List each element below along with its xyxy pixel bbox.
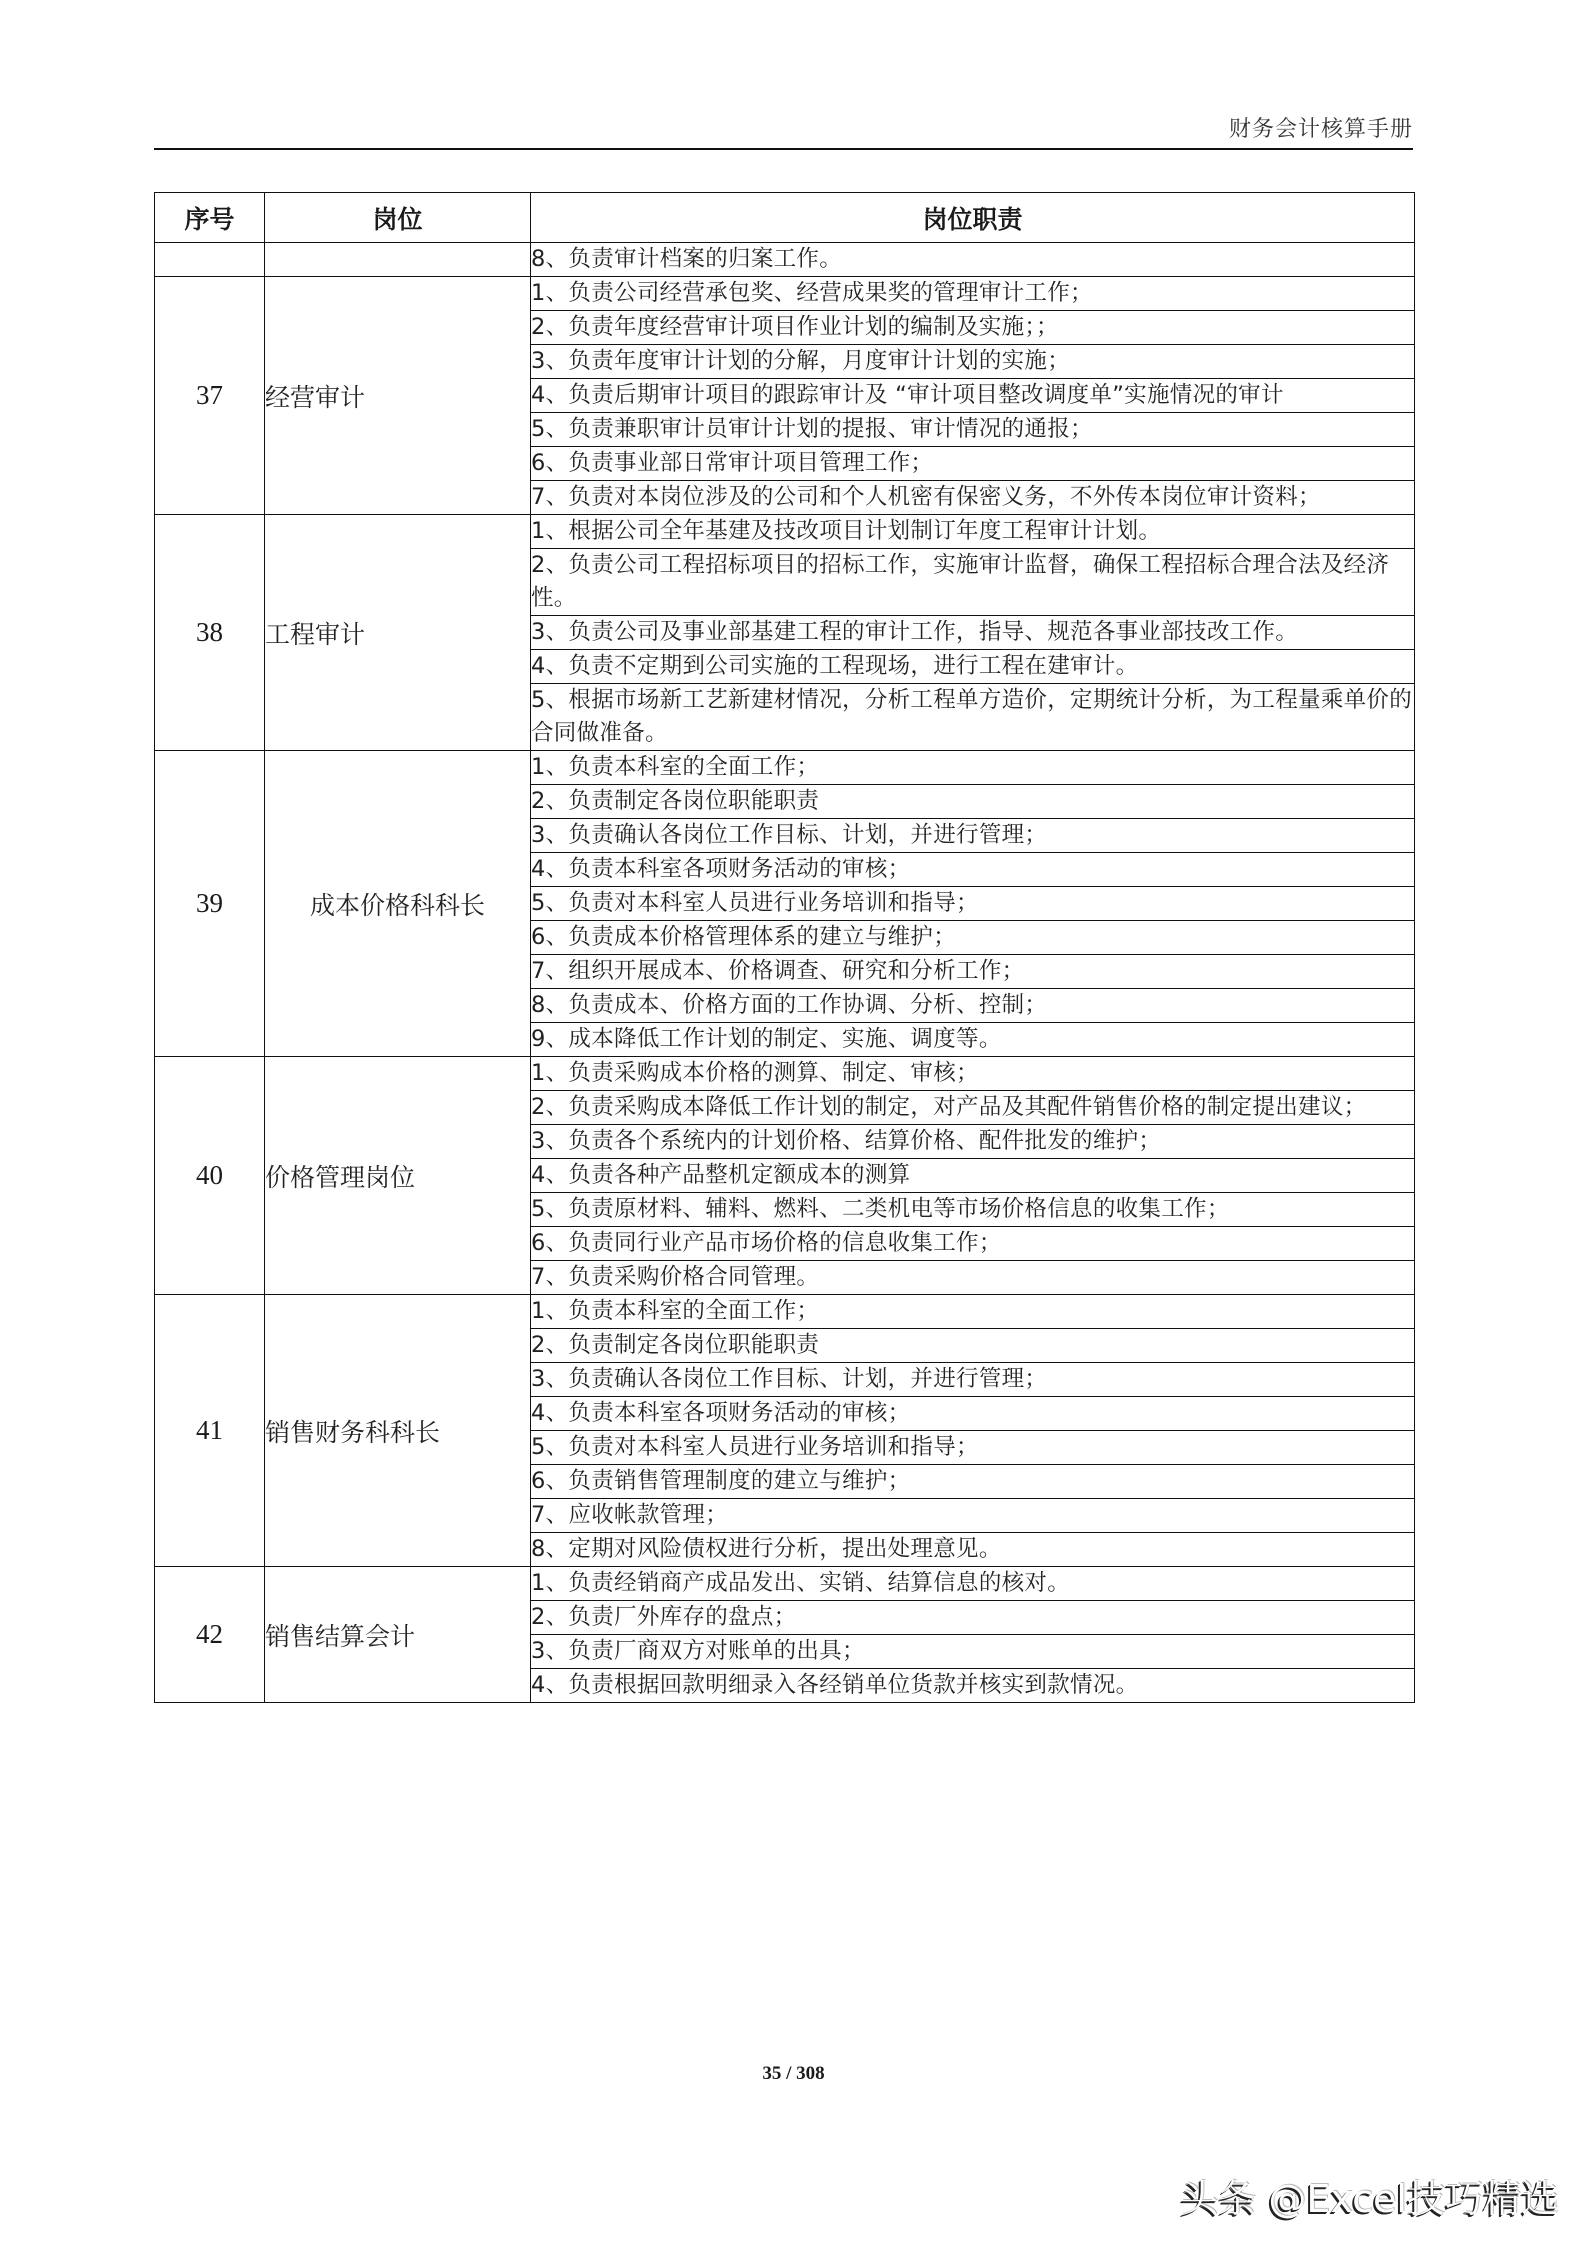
duty-item: 7、组织开展成本、价格调查、研究和分析工作； (531, 955, 1415, 989)
duty-item: 6、负责销售管理制度的建立与维护； (531, 1465, 1415, 1499)
duty-item: 4、负责本科室各项财务活动的审核； (531, 853, 1415, 887)
table-row (155, 1295, 1415, 1329)
duty-item: 1、负责本科室的全面工作； (531, 1295, 1415, 1329)
table-row (155, 751, 1415, 785)
duty-item: 1、负责采购成本价格的测算、制定、审核； (531, 1057, 1415, 1091)
duty-item: 3、负责确认各岗位工作目标、计划，并进行管理； (531, 819, 1415, 853)
duty-item: 5、负责原材料、辅料、燃料、二类机电等市场价格信息的收集工作； (531, 1193, 1415, 1227)
duty-item: 8、定期对风险债权进行分析，提出处理意见。 (531, 1533, 1415, 1567)
duty-item: 6、负责成本价格管理体系的建立与维护； (531, 921, 1415, 955)
duty-item: 4、负责本科室各项财务活动的审核； (531, 1397, 1415, 1431)
duty-item: 9、成本降低工作计划的制定、实施、调度等。 (531, 1023, 1415, 1057)
column-header-duties: 岗位职责 (531, 193, 1415, 243)
position-name: 价格管理岗位 (265, 1057, 531, 1295)
row-number: 39 (155, 751, 265, 1057)
row-number: 40 (155, 1057, 265, 1295)
duty-item: 3、负责各个系统内的计划价格、结算价格、配件批发的维护； (531, 1125, 1415, 1159)
duty-item: 2、负责制定各岗位职能职责 (531, 1329, 1415, 1363)
duty-item: 2、负责采购成本降低工作计划的制定，对产品及其配件销售价格的制定提出建议； (531, 1091, 1415, 1125)
table-row (155, 515, 1415, 549)
page-number: 35 / 308 (762, 2063, 825, 2084)
row-number: 42 (155, 1567, 265, 1703)
duty-item: 3、负责公司及事业部基建工程的审计工作，指导、规范各事业部技改工作。 (531, 616, 1415, 650)
position-name: 成本价格科科长 (265, 751, 531, 1057)
duty-item: 5、负责对本科室人员进行业务培训和指导； (531, 887, 1415, 921)
duty-item: 3、负责年度审计计划的分解，月度审计计划的实施； (531, 345, 1415, 379)
duty-item: 1、负责本科室的全面工作； (531, 751, 1415, 785)
table-row (155, 277, 1415, 311)
row-number: 41 (155, 1295, 265, 1567)
duty-item: 7、应收帐款管理； (531, 1499, 1415, 1533)
job-duties-table (154, 192, 1415, 1703)
duty-item: 2、负责厂外库存的盘点； (531, 1601, 1415, 1635)
duty-item: 3、负责确认各岗位工作目标、计划，并进行管理； (531, 1363, 1415, 1397)
row-number: 38 (155, 515, 265, 751)
duty-item: 2、负责年度经营审计项目作业计划的编制及实施；； (531, 311, 1415, 345)
table-row (155, 1057, 1415, 1091)
duty-item: 7、负责对本岗位涉及的公司和个人机密有保密义务，不外传本岗位审计资料； (531, 481, 1415, 515)
duty-item: 1、根据公司全年基建及技改项目计划制订年度工程审计计划。 (531, 515, 1415, 549)
duty-item: 6、负责同行业产品市场价格的信息收集工作； (531, 1227, 1415, 1261)
position-name (265, 243, 531, 277)
duty-item: 8、负责审计档案的归案工作。 (531, 243, 1415, 277)
duty-item: 5、负责兼职审计员审计计划的提报、审计情况的通报； (531, 413, 1415, 447)
duty-item: 3、负责厂商双方对账单的出具； (531, 1635, 1415, 1669)
table-row (155, 1567, 1415, 1601)
duty-item: 4、负责根据回款明细录入各经销单位货款并核实到款情况。 (531, 1669, 1415, 1703)
position-name: 工程审计 (265, 515, 531, 751)
duty-item: 7、负责采购价格合同管理。 (531, 1261, 1415, 1295)
duty-item: 8、负责成本、价格方面的工作协调、分析、控制； (531, 989, 1415, 1023)
column-header-position: 岗位 (265, 193, 531, 243)
duty-item: 4、负责不定期到公司实施的工程现场，进行工程在建审计。 (531, 650, 1415, 684)
position-name: 销售结算会计 (265, 1567, 531, 1703)
duty-item: 4、负责后期审计项目的跟踪审计及 “审计项目整改调度单”实施情况的审计 (531, 379, 1415, 413)
duty-item: 6、负责事业部日常审计项目管理工作； (531, 447, 1415, 481)
duty-item: 1、负责公司经营承包奖、经营成果奖的管理审计工作； (531, 277, 1415, 311)
duty-item: 5、负责对本科室人员进行业务培训和指导； (531, 1431, 1415, 1465)
duty-item: 2、负责公司工程招标项目的招标工作，实施审计监督，确保工程招标合理合法及经济性。 (531, 549, 1415, 616)
table-row (155, 243, 1415, 277)
position-name: 经营审计 (265, 277, 531, 515)
duty-item: 1、负责经销商产成品发出、实销、结算信息的核对。 (531, 1567, 1415, 1601)
duty-item: 2、负责制定各岗位职能职责 (531, 785, 1415, 819)
table-header-row (155, 193, 1415, 243)
duty-item: 4、负责各种产品整机定额成本的测算 (531, 1159, 1415, 1193)
watermark: 头条 @Excel技巧精选 (1180, 2177, 1559, 2221)
table-body (155, 243, 1415, 1703)
row-number: 37 (155, 277, 265, 515)
document-title: 财务会计核算手册 (1228, 117, 1413, 142)
duty-item: 5、根据市场新工艺新建材情况，分析工程单方造价，定期统计分析，为工程量乘单价的合同做准备。 (531, 684, 1415, 751)
row-number (155, 243, 265, 277)
page-header (154, 112, 1413, 150)
position-name: 销售财务科科长 (265, 1295, 531, 1567)
column-header-no: 序号 (155, 193, 265, 243)
